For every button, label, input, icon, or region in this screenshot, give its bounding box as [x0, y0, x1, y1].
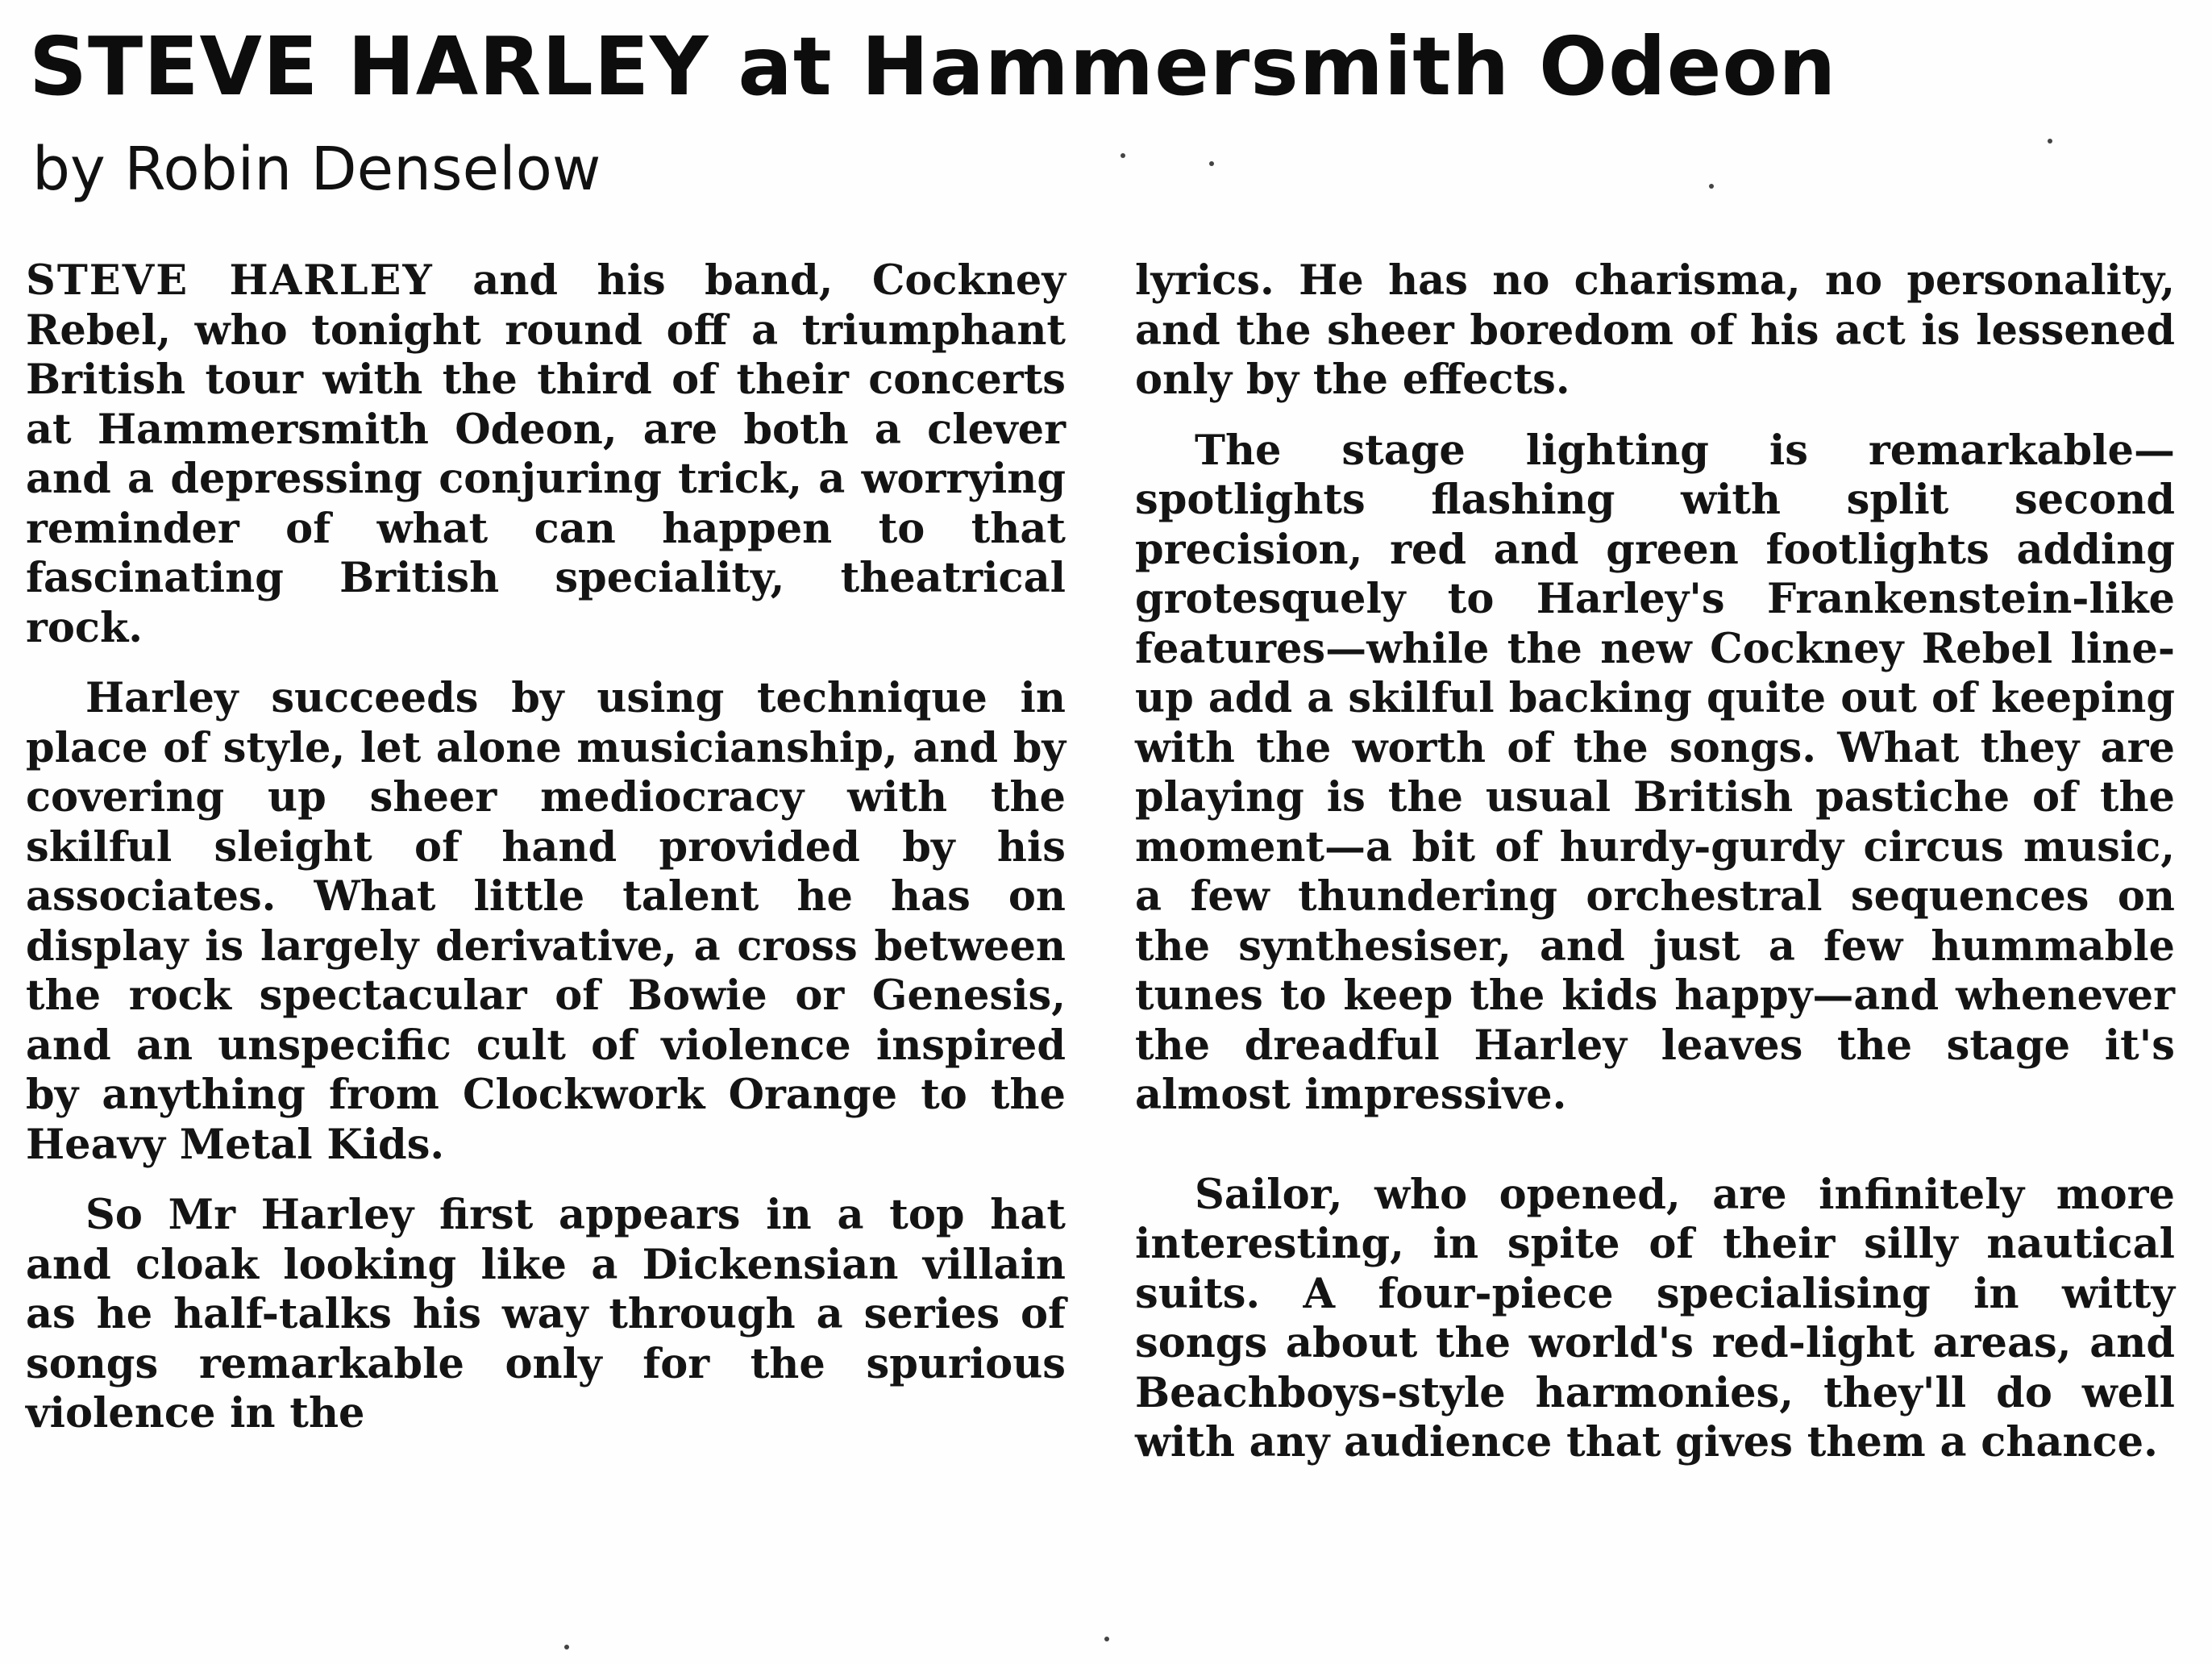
byline: by Robin Denselow [32, 135, 601, 204]
print-speck [564, 1645, 569, 1649]
print-speck [1104, 1637, 1109, 1641]
paragraph-4: lyrics. He has no charisma, no personality, and the sheer boredom of his act is lessened only by the effects. [1135, 256, 2175, 404]
article-column-right [1135, 256, 2175, 1468]
paragraph-6: Sailor, who opened, are infinitely more interesting, in spite of their silly nautical suits. A four-piece specialising in witty songs about the world's red-light areas, and Beachboys-style harmonies, they'll do well with any audience that gives them a chance. [1135, 1170, 2175, 1466]
paragraph-3: So Mr Harley first appears in a top hat and cloak looking like a Dickensian villain as he half-talks his way through a series of songs remarkable only for the spurious violence in the [26, 1191, 1066, 1437]
paragraph-1 [26, 256, 1066, 653]
print-speck [2048, 139, 2052, 144]
paragraph-5: The stage lighting is remarkable—spotlights flashing with split second precision, red and green footlights adding grotesquely to Harley's Frankenstein-like features—while the new Cockney Rebel line-up add a skilful backing quite out of keeping with the worth of the songs. What they are playing is the usual British pastiche of the moment—a bit of hurdy-gurdy circus music, a few thundering orchestral sequences on the synthesiser, and just a few hummable tunes to keep the kids happy—and whenever the dreadful Harley leaves the stage it's almost impressive. [1135, 426, 2175, 1119]
print-speck [1709, 184, 1714, 189]
print-speck [1209, 161, 1214, 166]
headline: STEVE HARLEY at Hammersmith Odeon [29, 19, 1837, 114]
print-speck [1121, 153, 1125, 158]
article-column-left [26, 256, 1066, 1439]
paragraph-2: Harley succeeds by using technique in place of style, let alone musicianship, and by covering up sheer mediocracy with the skilful sleight of hand provided by his associates. What little talent he has on display is largely derivative, a cross between the rock spectacular of Bowie or Genesis, and an unspecific cult of violence inspired by anything from Clockwork Orange to the Heavy Metal Kids. [26, 674, 1066, 1169]
lead-in: STEVE HARLEY [26, 256, 434, 305]
paragraph-1-text: and his band, Cockney Rebel, who tonight round off a triumphant British tour with the third of their concerts at Hammersmith Odeon, are both a clever and a depressing conjuring trick, a worrying reminder of what can happen to that fascinating British speciality, theatrical rock. [26, 256, 1066, 652]
